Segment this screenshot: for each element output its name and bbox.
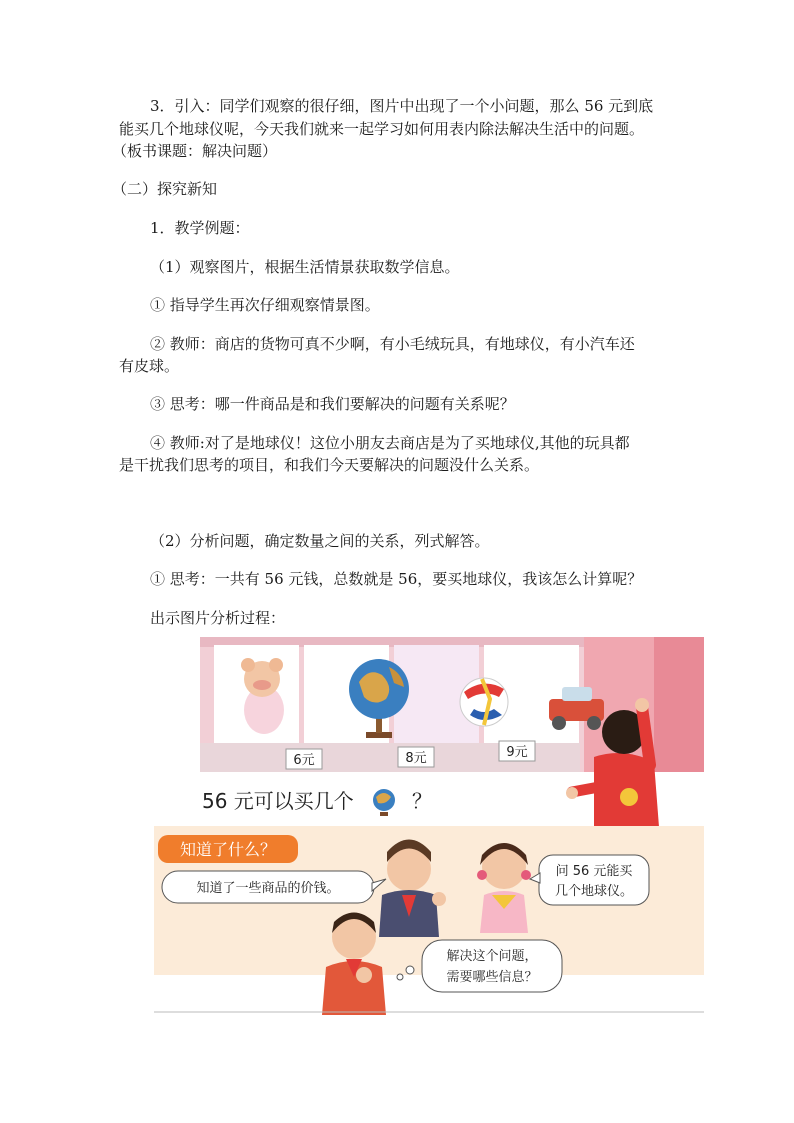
item-heading: 1．教学例题：	[150, 219, 250, 237]
small-globe-icon	[373, 789, 395, 816]
paragraph-intro-line2: 能买几个地球仪呢，今天我们就来一起学习如何用表内除法解决生活中的问题。	[119, 120, 645, 138]
think-step: ① 思考：一共有 56 元钱，总数就是 56，要买地球仪，我该怎么计算呢？	[150, 570, 643, 588]
price-tag-bear: 6元	[293, 753, 315, 768]
section-heading: （二）探究新知	[112, 180, 218, 198]
step-3: ③ 思考：哪一件商品是和我们要解决的问题有关系呢？	[150, 395, 515, 413]
step-2-line2: 有皮球。	[119, 357, 180, 375]
show-figure-text: 出示图片分析过程：	[150, 609, 286, 627]
question-text: 56 元可以买几个	[202, 789, 354, 813]
subsection-1: （1）观察图片，根据生活情景获取数学信息。	[150, 258, 460, 276]
subsection-2: （2）分析问题，确定数量之间的关系，列式解答。	[150, 532, 490, 550]
bubble-need-line1: 解决这个问题，	[446, 949, 538, 964]
step-2-line1: ② 教师：商店的货物可真不少啊，有小毛绒玩具，有地球仪，有小汽车还	[150, 335, 635, 353]
ball-icon	[460, 678, 508, 726]
know-label: 知道了什么？	[179, 840, 277, 859]
bubble-need-line2: 需要哪些信息？	[446, 970, 538, 985]
paragraph-intro-line3: （板书课题：解决问题）	[112, 142, 278, 160]
price-tag-ball: 9元	[506, 745, 528, 760]
paragraph-intro-line1: 3．引入：同学们观察的很仔细，图片中出现了一个小问题，那么 56 元到底	[150, 97, 654, 115]
bubble-known-text: 知道了一些商品的价钱。	[196, 881, 340, 896]
bubble-ask-line1: 问 56 元能买	[555, 864, 633, 879]
question-mark: ？	[412, 789, 432, 813]
price-tag-globe: 8元	[405, 751, 427, 766]
textbook-illustration	[154, 637, 704, 1015]
step-1: ① 指导学生再次仔细观察情景图。	[150, 296, 380, 314]
step-4-line1: ④ 教师:对了是地球仪！这位小朋友去商店是为了买地球仪,其他的玩具都	[150, 434, 630, 452]
bubble-ask-line2: 几个地球仪。	[554, 884, 634, 899]
step-4-line2: 是干扰我们思考的项目，和我们今天要解决的问题没什么关系。	[119, 456, 540, 474]
